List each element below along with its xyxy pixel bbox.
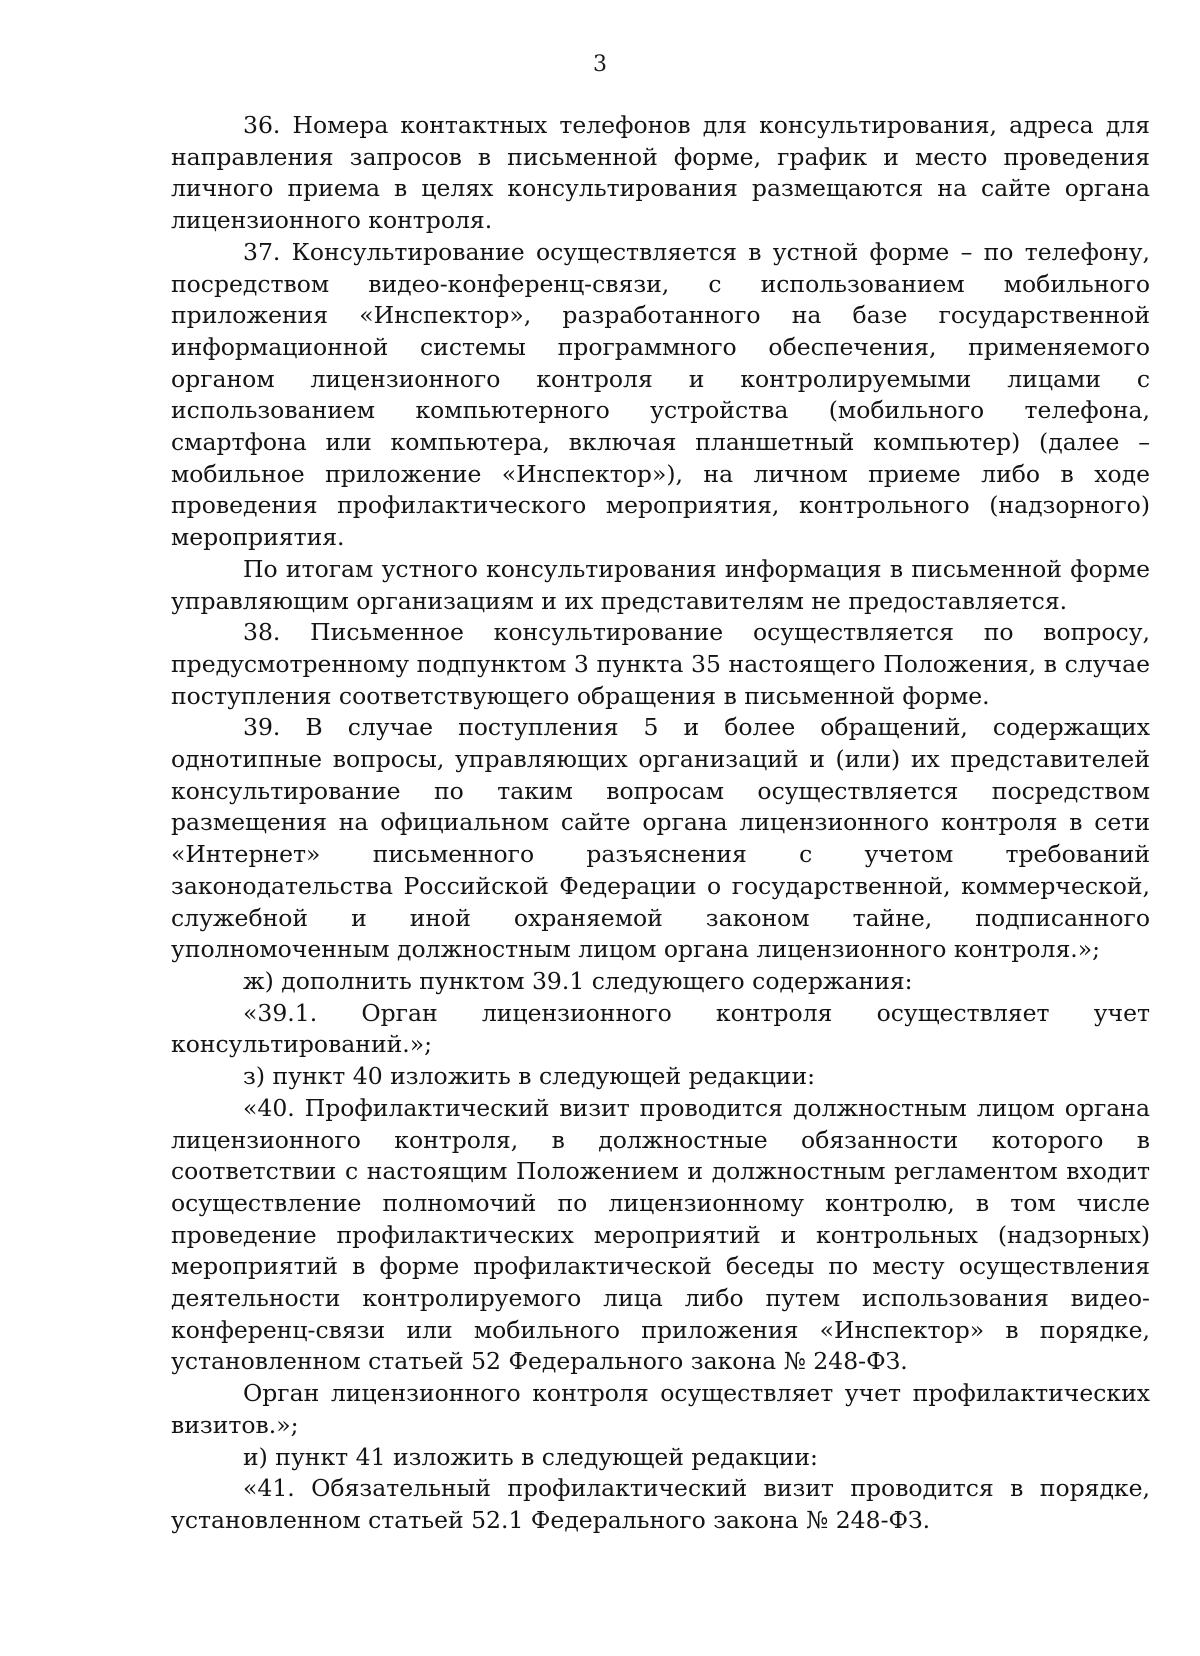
amendment-zh: ж) дополнить пунктом 39.1 следующего содержания: xyxy=(243,966,913,995)
amendment-z: з) пункт 40 изложить в следующей редакции: xyxy=(243,1062,816,1091)
amendment-i: и) пункт 41 изложить в следующей редакции: xyxy=(243,1442,818,1471)
paragraph-40-accounting: Орган лицензионного контроля осуществляет учет профилактических визитов.»; xyxy=(171,1379,1150,1439)
paragraph-38: 38. Письменное консультирование осуществляется по вопросу, предусмотренному подпунктом 3 пункта 35 настоящего Положения, в случае поступления соответствующего обращения в письменной форме. xyxy=(171,618,1150,710)
document-body xyxy=(171,110,1150,1537)
page-number: 3 xyxy=(593,52,607,77)
paragraph-39: 39. В случае поступления 5 и более обращений, содержащих однотипные вопросы, управляющих организаций и (или) их представителей консультирование по таким вопросам осуществляется посредством размещения на официальном сайте органа лицензионного контроля в сети «Интернет» письменного разъяснения с учетом требований законодательства Российской Федерации о государственной, коммерческой, служебной и иной охраняемой законом тайне, подписанного уполномоченным должностным лицом органа лицензионного контроля.»; xyxy=(171,713,1150,964)
paragraph-37: 37. Консультирование осуществляется в устной форме – по телефону, посредством видео-конференц-связи, с использованием мобильного приложения «Инспектор», разработанного на базе государственной информационной системы программного обеспечения, применяемого органом лицензионного контроля и контролируемыми лицами с использованием компьютерного устройства (мобильного телефона, смартфона или компьютера, включая планшетный компьютер) (далее – мобильное приложение «Инспектор»), на личном приеме либо в ходе проведения профилактического мероприятия, контрольного (надзорного) мероприятия. xyxy=(171,237,1150,552)
paragraph-41: «41. Обязательный профилактический визит проводится в порядке, установленном статьей 52.1 Федерального закона № 248-ФЗ. xyxy=(171,1474,1150,1534)
paragraph-40: «40. Профилактический визит проводится должностным лицом органа лицензионного контроля, в должностные обязанности которого в соответствии с настоящим Положением и должностным регламентом входит осуществление полномочий по лицензионному контролю, в том числе проведение профилактических мероприятий и контрольных (надзорных) мероприятий в форме профилактической беседы по месту осуществления деятельности контролируемого лица либо путем использования видео-конференц-связи или мобильного приложения «Инспектор» в порядке, установленном статьей 52 Федерального закона № 248-ФЗ. xyxy=(171,1093,1150,1376)
paragraph-36: 36. Номера контактных телефонов для консультирования, адреса для направления запросов в письменной форме, график и место проведения личного приема в целях консультирования размещаются на сайте органа лицензионного контроля. xyxy=(171,111,1150,235)
paragraph-37-oral-results: По итогам устного консультирования информация в письменной форме управляющим организациям и их представителям не предоставляется. xyxy=(171,554,1150,615)
paragraph-39-1: «39.1. Орган лицензионного контроля осуществляет учет консультирований.»; xyxy=(171,998,1150,1059)
